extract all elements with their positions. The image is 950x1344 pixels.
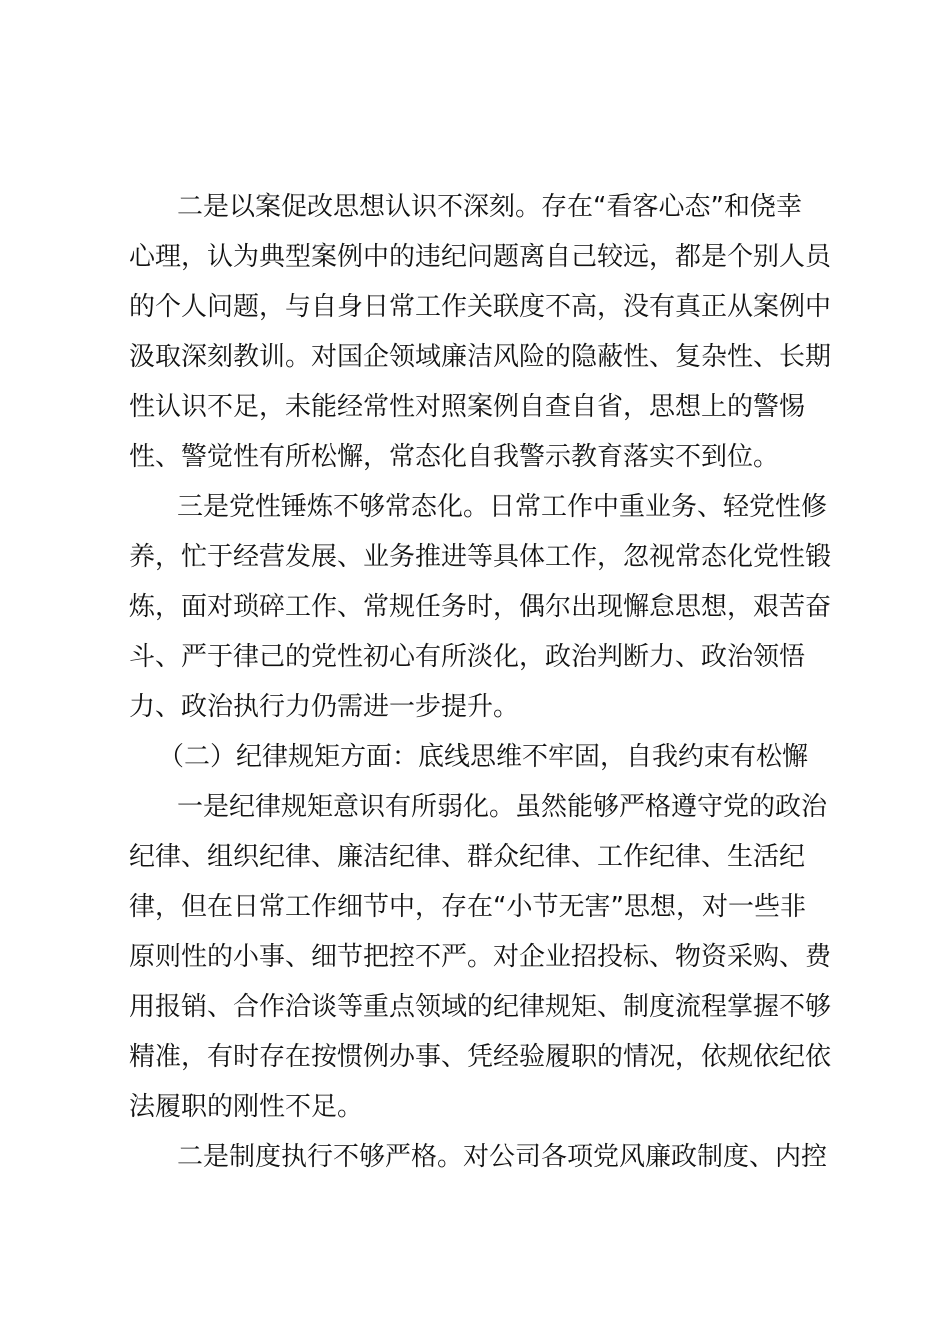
paragraph-line: 用报销、合作洽谈等重点领域的纪律规矩、制度流程掌握不够 <box>129 992 832 1022</box>
section-heading: （二）纪律规矩方面：底线思维不牢固，自我约束有松懈 <box>158 742 809 772</box>
paragraph-line: 二是以案促改思想认识不深刻。存在“看客心态”和侥幸 <box>177 192 802 222</box>
paragraph-line: 法履职的刚性不足。 <box>129 1092 364 1122</box>
paragraph-line: 原则性的小事、细节把控不严。对企业招投标、物资采购、费 <box>129 942 832 972</box>
paragraph-line: 养，忙于经营发展、业务推进等具体工作，忽视常态化党性锻 <box>129 542 832 572</box>
paragraph-line: 汲取深刻教训。对国企领域廉洁风险的隐蔽性、复杂性、长期 <box>129 342 832 372</box>
paragraph-line: 性认识不足，未能经常性对照案例自查自省，思想上的警惕 <box>129 392 806 422</box>
paragraph-line: 力、政治执行力仍需进一步提升。 <box>129 692 520 722</box>
paragraph-line: 性、警觉性有所松懈，常态化自我警示教育落实不到位。 <box>129 442 780 472</box>
paragraph-line: 的个人问题，与自身日常工作关联度不高，没有真正从案例中 <box>129 292 832 322</box>
paragraph-line: 斗、严于律己的党性初心有所淡化，政治判断力、政治领悟 <box>129 642 806 672</box>
paragraph-line: 精准，有时存在按惯例办事、凭经验履职的情况，依规依纪依 <box>129 1042 832 1072</box>
paragraph-line: 三是党性锤炼不够常态化。日常工作中重业务、轻党性修 <box>177 492 828 522</box>
paragraph-line: 律，但在日常工作细节中，存在“小节无害”思想，对一些非 <box>129 892 806 922</box>
paragraph-line: 纪律、组织纪律、廉洁纪律、群众纪律、工作纪律、生活纪 <box>129 842 806 872</box>
paragraph-line: 炼，面对琐碎工作、常规任务时，偶尔出现懈怠思想，艰苦奋 <box>129 592 832 622</box>
paragraph-line: 二是制度执行不够严格。对公司各项党风廉政制度、内控 <box>177 1142 828 1172</box>
paragraph-line: 心理，认为典型案例中的违纪问题离自己较远，都是个别人员 <box>129 242 832 272</box>
paragraph-line: 一是纪律规矩意识有所弱化。虽然能够严格遵守党的政治 <box>177 792 828 822</box>
